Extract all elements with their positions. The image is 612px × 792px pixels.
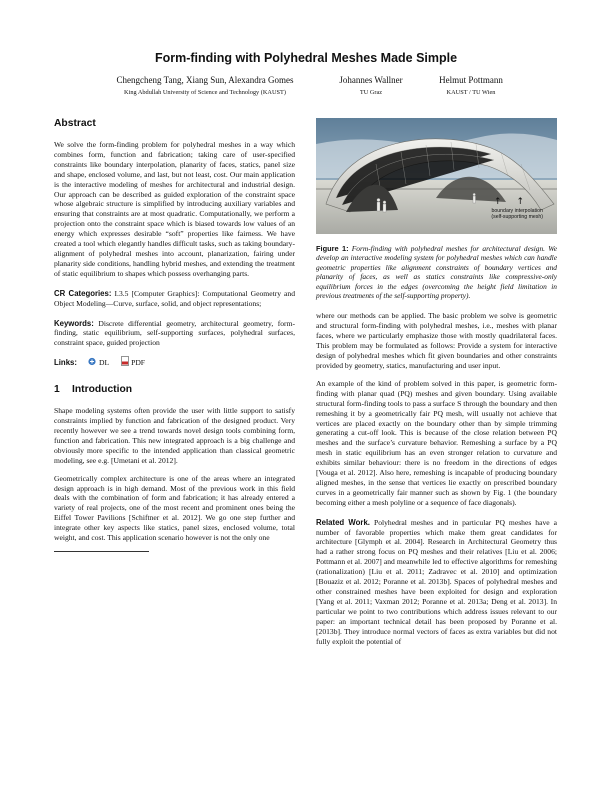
dl-link[interactable] — [87, 357, 109, 368]
introduction-heading — [54, 384, 295, 395]
author-names: Helmut Pottmann — [439, 75, 503, 85]
teaser-figure-image — [316, 118, 557, 234]
links-label: Links: — [54, 357, 77, 367]
annotation-line-2: (self-supporting mesh) — [491, 214, 543, 221]
right-column — [316, 118, 557, 654]
cr-categories — [54, 289, 295, 309]
annotation-line-1: boundary interpolation — [491, 208, 543, 214]
dl-link-label: DL — [98, 357, 110, 367]
figure-caption — [316, 244, 557, 300]
cr-categories-text: I.3.5 [Computer Graphics]: Computational Geometry and Object Modeling—Curve, surface, solid, and object representations; — [54, 288, 296, 308]
right-paragraph-2: An example of the kind of problem solved in this paper, is geometric form-finding with planar quad (PQ) meshes and given boundary. Using available structural form-finding tools to pass a surface S through the boundary and then remeshing it by a geometrically fair PQ mesh, will usually not achieve that vertices are placed exactly on the boundary other than by simple trimming generating a cut-off look. This is because of the close relation between PQ meshes and the surface’s curvature behavior. Remeshing a surface by a PQ mesh in static equilibrium has an even stronger relation to curvature and exhibits similar behaviour: there is no freedom in the directions of edges [Vouga et al. 2012]. Also here, remeshing is incapable of producing boundary aligned meshes, in the sense that vertices lie exactly on prescribed boundary curves in a geometrically fair manner such as shown by Fig. 1 (the boundary becoming either a mesh polyline or a sequence of face diagonals). — [316, 378, 557, 507]
author-group-tugraz — [326, 75, 416, 96]
pdf-link[interactable] — [121, 356, 145, 368]
dl-icon — [87, 357, 97, 368]
author-group-kaust-tuwien — [426, 75, 516, 96]
left-column — [54, 118, 295, 552]
author-group-kaust — [103, 75, 307, 96]
section-number: 1 — [54, 384, 60, 396]
figure-annotation — [491, 208, 543, 221]
keywords — [54, 319, 295, 349]
annotation-arrows: ↑ ↑ — [494, 197, 530, 207]
pdf-link-label: PDF — [131, 357, 146, 367]
related-work-text: Polyhedral meshes and in particular PQ meshes have a number of favorable properties which make them great candidates for architecture [Glymph et al. 2004]. Research in Architectural Geometry thus had a rather strong focus on PQ meshes and their relatives [Liu et al. 2006; Pottmann et al. 2007] and meanwhile led to effective algorithms for remeshing (rationalization) [Liu et al. 2011; Zadravec et al. 2010] and optimization [Bouaziz et al. 2012; Poranne et al. 2013b]. Spaces of polyhedral meshes and other constrained meshes have been exploited for design and exploration [Yang et al. 2011; Vaxman 2012; Poranne et al. 2013a; Deng et al. 2013]. In particular we point to two contributions which address issues relevant to our paper: an important technical detail has been proposed by Poranne et al. [2013b]. They introduce normal vectors of faces as extra variables but did not fully exploit the potential of — [316, 517, 557, 646]
keywords-text: Discrete differential geometry, architectural geometry, form-finding, static equilibrium, self-supporting surfaces, polyhedral surfaces, constraint space, guided projection — [54, 318, 296, 348]
figure-label: Figure 1: — [316, 244, 349, 253]
abstract-body: We solve the form-finding problem for polyhedral meshes in a way which combines form, function and fabrication; taking care of user-specified constraints like boundary interpolation, planarity of faces, statics, panel size and shape, enclosed volume, and last, but not least, cost. Our main application is the interactive modeling of meshes for architectural and industrial design. Our approach can be described as guided exploration of the constraint space whose algebraic structure is simplified by introducing auxiliary variables and ensuring that constraints are at most quadratic. Computationally, we perform a projection onto the constraint space which is biased towards low values of an energy which expresses desirable “soft” properties like fairness. We have created a tool which elegantly handles difficult tasks, such as taking boundary-alignment of polyhedral meshes into account, planarization, fairing under planarity side conditions, handling hybrid meshes, and extending the treatment of static equilibrium to shapes which possess overhanging parts. — [54, 140, 295, 278]
cr-categories-label: CR Categories: — [54, 288, 112, 298]
links-row — [54, 356, 295, 368]
related-work-paragraph — [316, 518, 557, 647]
keywords-label: Keywords: — [54, 318, 94, 328]
abstract-heading: Abstract — [54, 118, 96, 129]
related-work-label: Related Work. — [316, 517, 370, 527]
pdf-icon — [121, 356, 129, 368]
author-names: Chengcheng Tang, Xiang Sun, Alexandra Gomes — [116, 75, 294, 85]
intro-paragraph-1: Shape modeling systems often provide the user with little support to satisfy constraints implied by function and fabrication of the designed product. Very recently however we see a trend towards novel design tools combining form, function and fabrication. This new integrated approach is a big challenge and obviously more specific to the intended application than classical geometric modeling, see e.g. [Umetani et al. 2012]. — [54, 406, 295, 465]
intro-paragraph-2: Geometrically complex architecture is one of the areas where an integrated design approach is in high demand. Most of the previous work in this field deals with the combination of form and fabrication; it has already entered a variety of real projects, one of the most recent and prominent ones being the Eiffel Tower Pavilions [Schiftner et al. 2012]. We go one step further and integrate other key aspects like statics, panel sizes, enclosed volume, total weight, and cost. This application scenario however is not the only one — [54, 473, 295, 543]
author-block — [0, 75, 612, 105]
author-affiliation: KAUST / TU Wien — [446, 89, 496, 96]
author-names: Johannes Wallner — [339, 75, 403, 85]
section-title: Introduction — [72, 384, 133, 396]
author-affiliation: TU Graz — [359, 89, 383, 96]
footnote-rule — [54, 551, 149, 552]
right-paragraph-1: where our methods can be applied. The basic problem we solve is geometric and structural form-finding with polyhedral meshes, i.e., meshes with planar faces, where we particularly emphasize those with mostly quadrilateral faces. This problem may be formulated as follows: Provide a system for interactive design of polyhedral meshes which fit given boundaries and other constraints provided by geometry, statics, manufacturing and user input. — [316, 311, 557, 370]
figure-caption-text: Form-finding with polyhedral meshes for architectural design. We develop an interactive modeling system for polyhedral meshes which can handle geometric properties like alignment constraints of boundary vertices and planarity of faces, as well as statics constraints like compressive-only equilibrium forces in the edges (overcoming the height field limitation in previous treatments of the self-supporting property). — [316, 244, 557, 301]
paper-title: Form-finding with Polyhedral Meshes Made Simple — [154, 51, 458, 65]
author-affiliation: King Abdullah University of Science and Technology (KAUST) — [124, 89, 286, 96]
